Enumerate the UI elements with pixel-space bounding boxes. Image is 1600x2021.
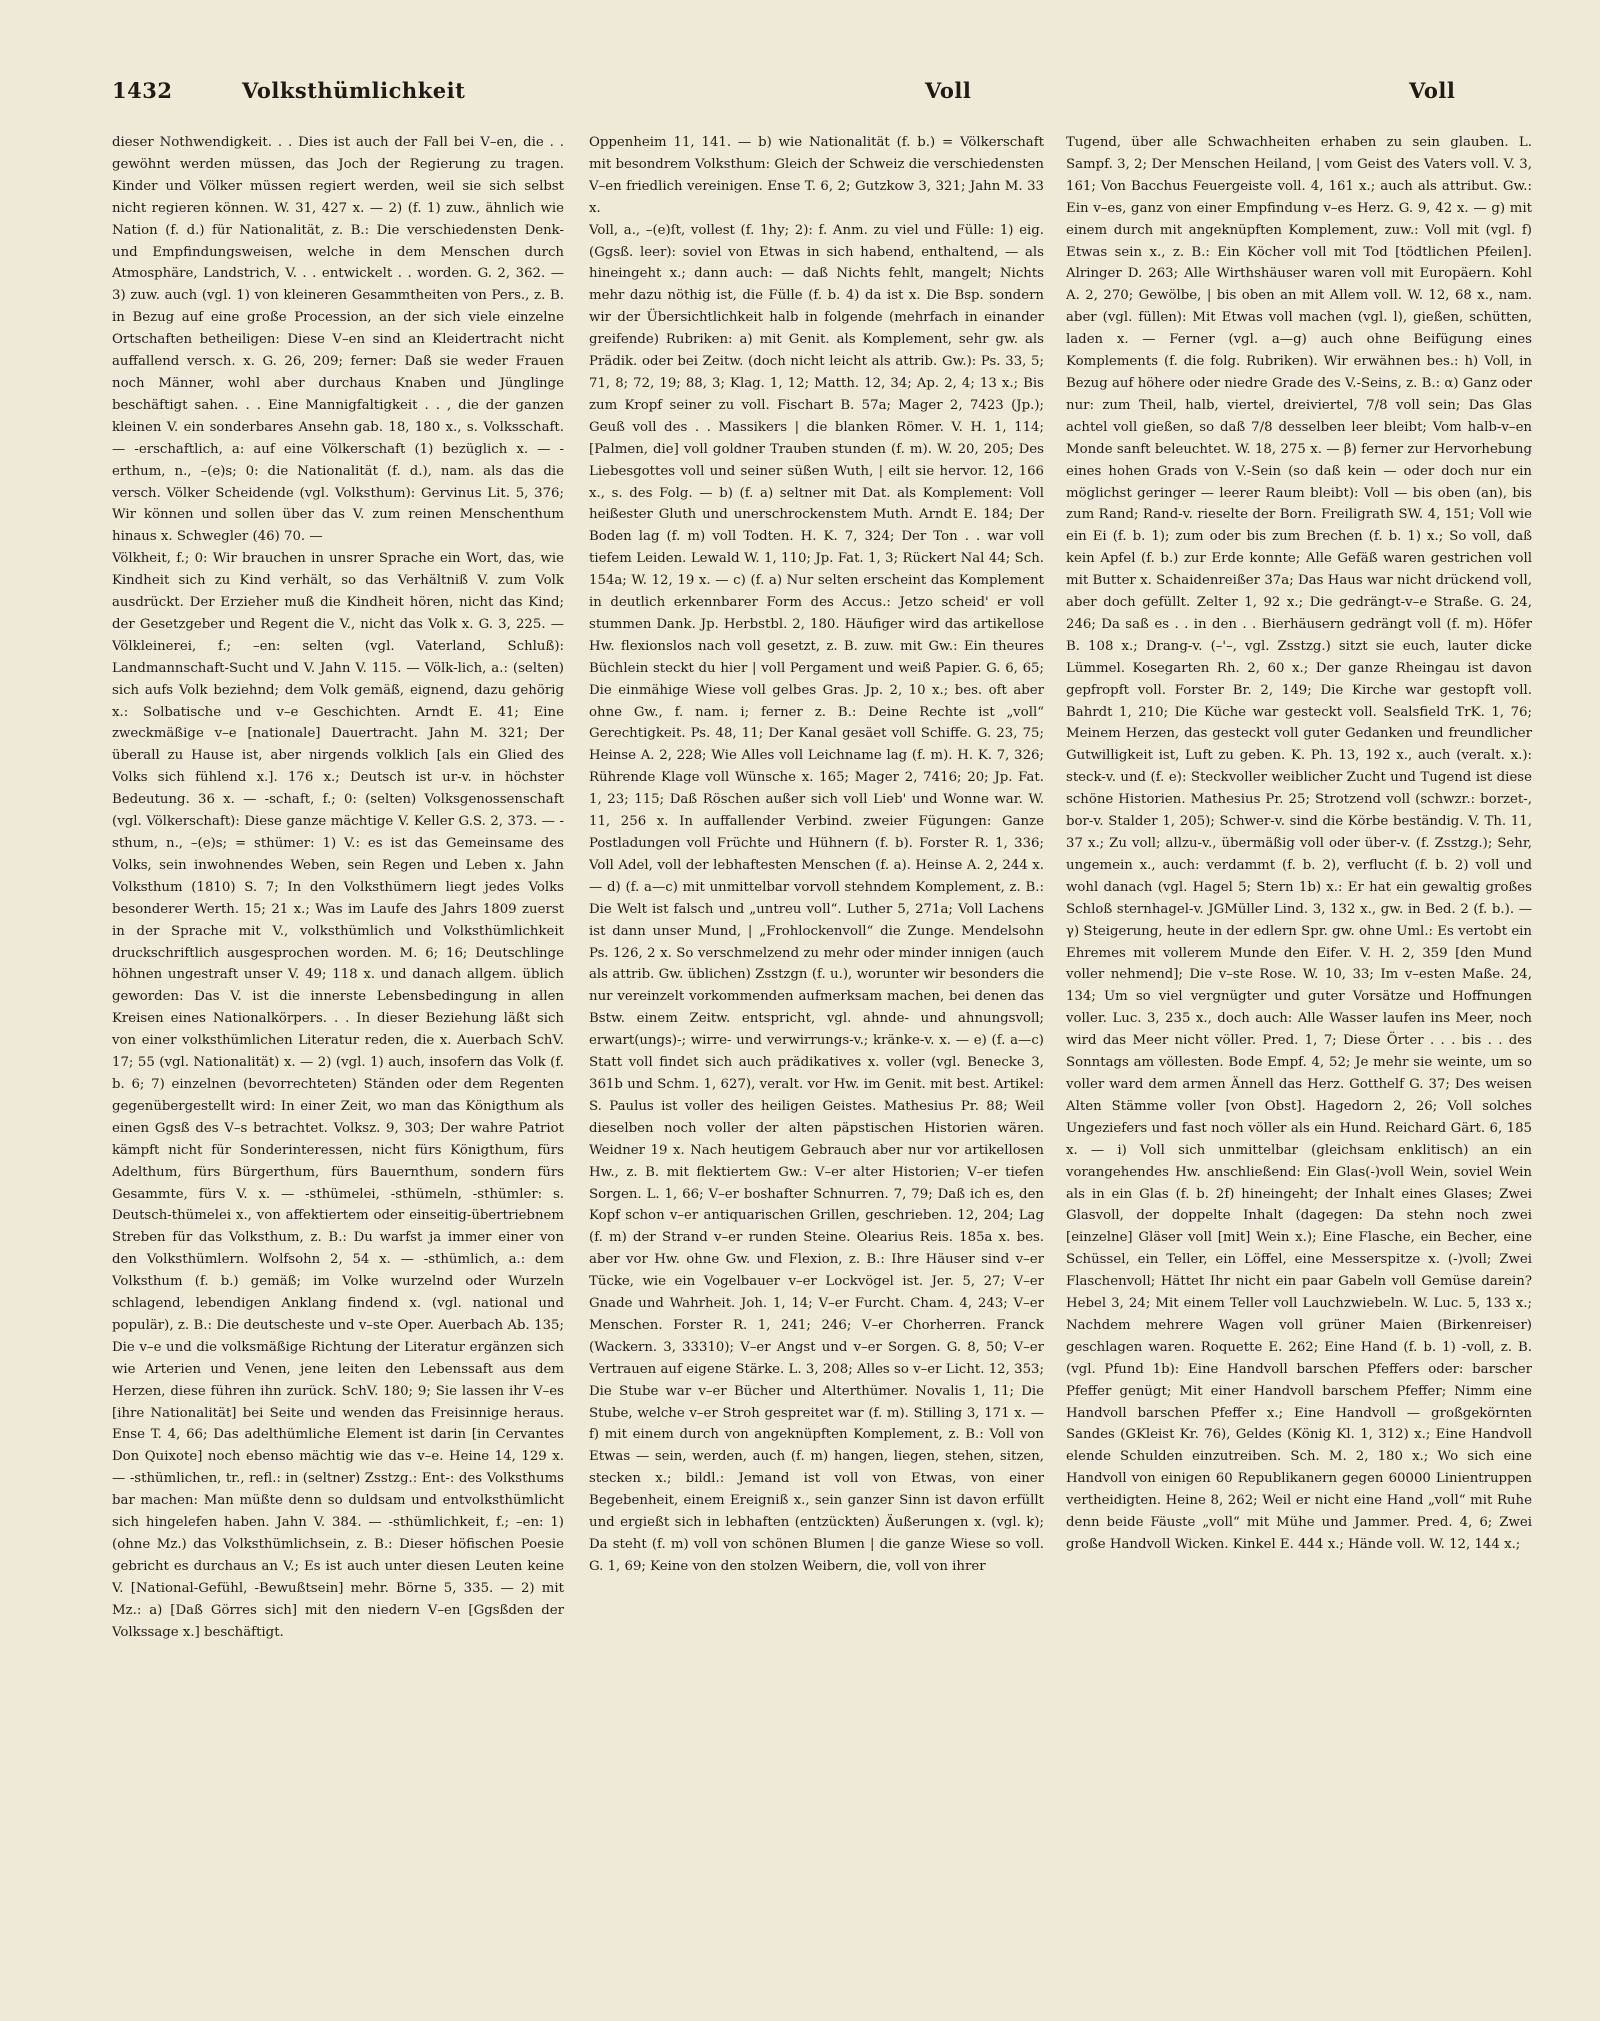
text-column-3: [1066, 132, 1532, 2002]
text-column-2: [589, 132, 1044, 2002]
entry-paragraph: Voll, a., –(e)ſt, vollest (f. 1hy; 2): f. Anm. zu viel und Fülle: 1) eig. (Ggsß. leer): soviel von Etwas in sich habend, enthaltend, — als hineingeht x.; dann auch: — daß Nichts fehlt, mangelt; Nichts mehr dazu nöthig ist, die Fülle (f. b. 4) da ist x. Die Bsp. sondern wir der Übersichtlichkeit halb in folgende (mehrfach in einander greifende) Rubriken: a) mit Genit. als Komplement, sehr gw. als Prädik. oder bei Zeitw. (doch nicht leicht als attrib. Gw.): Ps. 33, 5; 71, 8; 72, 19; 88, 3; Klag. 1, 12; Matth. 12, 34; Ap. 2, 4; 13 x.; Bis zum Kropf seiner zu voll. Fischart B. 57a; Mager 2, 7423 (Jp.); Geuß voll des . . Massikers | die blanken Römer. V. H. 1, 114; [Palmen, die] voll goldner Trauben stunden (f. m). W. 20, 205; Des Liebesgottes voll und seiner süßen Wuth, | eilt sie hervor. 12, 166 x., s. des Folg. — b) (f. a) seltner mit Dat. als Komplement: Voll heißester Gluth und unerschrockenstem Muth. Arndt E. 184; Der Boden lag (f. m) voll Todten. H. K. 7, 324; Der Ton . . war voll tiefem Leiden. Lewald W. 1, 110; Jp. Fat. 1, 3; Rückert Nal 44; Sch. 154a; W. 12, 19 x. — c) (f. a) Nur selten erscheint das Komplement in deutlich erkennbarer Form des Accus.: Jetzo scheid' er voll stummen Dank. Jp. Herbstbl. 2, 180. Häufiger wird das artikellose Hw. flexionslos nach voll gesetzt, z. B. zuw. mit Gw.: Ein theures Büchlein steckt du hier | voll Pergament und weiß Papier. G. 6, 65; Die einmähige Wiese voll gelbes Gras. Jp. 2, 10 x.; bes. oft aber ohne Gw., f. nam. i; ferner z. B.: Deine Rechte ist „voll“ Gerechtigkeit. Ps. 48, 11; Der Kanal gesäet voll Schiffe. G. 23, 75; Heinse A. 2, 228; Wie Alles voll Leichname lag (f. m). H. K. 7, 326; Rührende Klage voll Wünsche x. 165; Mager 2, 7416; 20; Jp. Fat. 1, 23; 115; Daß Röschen außer sich voll Lieb' und Wonne war. W. 11, 256 x. In auffallender Verbind. zweier Fügungen: Ganze Postladungen voll Früchte und Hühnern (f. b). Forster R. 1, 336; Voll Adel, voll der lebhaftesten Menschen (f. a). Heinse A. 2, 244 x. — d) (f. a—c) mit unmittelbar vorvoll stehndem Komplement, z. B.: Die Welt ist falsch und „untreu voll“. Luther 5, 271a; Voll Lachens ist dann unser Mund, | „Frohlockenvoll“ die Zunge. Mendelsohn Ps. 126, 2 x. So verschmelzend zu mehr oder minder innigen (auch als attrib. Gw. üblichen) Zsstzgn (f. u.), worunter wir besonders die nur vereinzelt vorkommenden aufmerksam machen, bei denen das Bstw. einem Zeitw. entspricht, vgl. ahnde- und ahnungsvoll; erwart(ungs)-; wirre- und verwirrungs-v.; kränke-v. x. — e) (f. a—c) Statt voll findet sich auch prädikatives x. voller (vgl. Benecke 3, 361b und Schm. 1, 627), veralt. vor Hw. im Genit. mit best. Artikel: S. Paulus ist voller des heiligen Geistes. Mathesius Pr. 88; Weil dieselben noch voller der alten päpstischen Historien wären. Weidner 19 x. Nach heutigem Gebrauch aber nur vor artikellosen Hw., z. B. mit flektiertem Gw.: V–er alter Historien; V–er tiefen Sorgen. L. 1, 66; V–er boshafter Schnurren. 7, 79; Daß ich es, den Kopf schon v–er antiquarischen Grillen, geschrieben. 12, 204; Lag (f. m) der Strand v–er runden Steine. Olearius Reis. 185a x. bes. aber vor Hw. ohne Gw. und Flexion, z. B.: Ihre Häuser sind v–er Tücke, wie ein Vogelbauer v–er Lockvögel ist. Jer. 5, 27; V–er Gnade und Wahrheit. Joh. 1, 14; V–er Furcht. Cham. 4, 243; V–er Menschen. Forster R. 1, 241; 246; V–er Chorherren. Franck (Wackern. 3, 33310); V–er Angst und v–er Sorgen. G. 8, 50; V–er Vertrauen auf eigene Stärke. L. 3, 208; Alles so v–er Licht. 12, 353; Die Stube war v–er Bücher und Alterthümer. Novalis 1, 11; Die Stube, welche v–er Stroh gespreitet war (f. m). Stilling 3, 171 x. — f) mit einem durch von angeknüpften Komplement, z. B.: Voll von Etwas — sein, werden, auch (f. m) hangen, liegen, stehen, sitzen, stecken x.; bildl.: Jemand ist voll von Etwas, von einer Begebenheit, einem Ereigniß x., sein ganzer Sinn ist davon erfüllt und ergießt sich in lebhaften (entzückten) Äußerungen x. (vgl. k); Da steht (f. m) voll von schönen Blumen | die ganze Wiese so voll. G. 1, 69; Keine von den stolzen Weibern, die, voll von ihrer: [589, 222, 1044, 1574]
header-left-word: Volksthümlichkeit: [242, 78, 466, 103]
entry-paragraph: dieser Nothwendigkeit. . . Dies ist auch der Fall bei V–en, die . . gewöhnt werden müssen, das Joch der Regierung zu tragen. Kinder und Völker müssen regiert werden, weil sie sich selbst nicht regieren können. W. 31, 427 x. — 2) (f. 1) zuw., ähnlich wie Nation (f. d.) für Nationalität, z. B.: Die verschiedensten Denk- und Empfindungsweisen, welche in dem Menschen durch Atmosphäre, Landstrich, V. . . entwickelt . . worden. G. 2, 362. — 3) zuw. auch (vgl. 1) von kleineren Gesammtheiten von Pers., z. B. in Bezug auf eine große Procession, an der sich viele einzelne Ortschaften betheiligen: Diese V–en sind an Kleidertracht nicht auffallend versch. x. G. 26, 209; ferner: Daß sie weder Frauen noch Männer, wohl aber durchaus Knaben und Jünglinge beschäftigt sahen. . . Eine Mannigfaltigkeit . . , die der ganzen kleinen V. ein sonderbares Ansehn gab. 18, 180 x., s. Volksschaft. — -erschaftlich, a: auf eine Völkerschaft (1) bezüglich x. — -erthum, n., –(e)s; 0: die Nationalität (f. d.), nam. als das die versch. Völker Scheidende (vgl. Volksthum): Gervinus Lit. 5, 376; Wir können und sollen über das V. zum reinen Menschenthum hinaus x. Schwegler (46) 70. —: [112, 135, 564, 545]
header-center-word: Voll: [925, 78, 972, 103]
entry-paragraph: Tugend, über alle Schwachheiten erhaben zu sein glauben. L. Sampf. 3, 2; Der Menschen Heiland, | vom Geist des Vaters voll. V. 3, 161; Von Bacchus Feuergeiste voll. 4, 161 x.; auch als attribut. Gw.: Ein v–es, ganz von einer Empfindung v–es Herz. G. 9, 42 x. — g) mit einem durch mit angeknüpften Komplement, zuw.: Voll mit (vgl. f) Etwas sein x., z. B.: Ein Köcher voll mit Tod [tödtlichen Pfeilen]. Alringer D. 263; Alle Wirthshäuser waren voll mit Europäern. Kohl A. 2, 270; Gewölbe, | bis oben an mit Allem voll. W. 12, 68 x., nam. aber (vgl. füllen): Mit Etwas voll machen (vgl. l), gießen, schütten, laden x. — Ferner (vgl. a—g) auch ohne Beifügung eines Komplements (f. die folg. Rubriken). Wir erwähnen bes.: h) Voll, in Bezug auf höhere oder niedre Grade des V.-Seins, z. B.: α) Ganz oder nur: zum Theil, halb, viertel, dreiviertel, 7/8 voll sein; Das Glas achtel voll gießen, so daß 7/8 desselben leer bleibt; Vom halb-v–en Monde sanft beleuchtet. W. 18, 275 x. — β) ferner zur Hervorhebung eines hohen Grads von V.-Sein (so daß kein — oder doch nur ein möglichst geringer — leerer Raum bleibt): Voll — bis oben (an), bis zum Rand; Rand-v. rieselte der Born. Freiligrath SW. 4, 151; Voll wie ein Ei (f. b. 1); zum oder bis zum Brechen (f. b. 1) x.; So voll, daß kein Apfel (f. b.) zur Erde konnte; Alle Gefäß waren gestrichen voll mit Butter x. Schaidenreißer 37a; Das Haus war nicht drückend voll, aber doch gefüllt. Zelter 1, 92 x.; Die gedrängt-v–e Straße. G. 24, 246; Da saß es . . in den . . Bierhäusern gedrängt voll (f. m). Höfer B. 108 x.; Drang-v. (–'–, vgl. Zsstzg.) sitzt sie euch, lauter dicke Lümmel. Kosegarten Rh. 2, 60 x.; Der ganze Rheingau ist davon gepfropft voll. Forster Br. 2, 149; Die Kirche war gestopft voll. Bahrdt 1, 210; Die Küche war gesteckt voll. Sealsfield TrK. 1, 76; Meinem Herzen, das gesteckt voll guter Gedanken und freundlicher Gutwilligkeit ist, Luft zu geben. K. Ph. 13, 192 x., auch (veralt. x.): steck-v. und (f. e): Steckvoller weiblicher Zucht und Tugend ist diese schöne Historien. Mathesius Pr. 25; Strotzend voll (schwzr.: borzet-, bor-v. Stalder 1, 205); Schwer-v. sind die Körbe beständig. V. Th. 11, 37 x.; Zu voll; allzu-v., übermäßig voll oder über-v. (f. Zsstzg.); Sehr, ungemein x., auch: verdammt (f. b. 2), verflucht (f. b. 2) voll und wohl danach (vgl. Hagel 5; Stern 1b) x.: Er hat ein gewaltig großes Schloß sternhagel-v. JGMüller Lind. 3, 132 x., gw. in Bed. 2 (f. b.). — γ) Steigerung, heute in der edlern Spr. gw. ohne Uml.: Es vertobt ein Ehremes mit vollerem Munde den Eifer. V. H. 2, 359 [den Mund voller nehmend]; Die v–ste Rose. W. 10, 33; Im v–esten Maße. 24, 134; Um so viel vergnügter und guter Vorsätze und Hoffnungen voller. Luc. 3, 235 x., doch auch: Alle Wasser laufen ins Meer, noch wird das Meer nicht völler. Pred. 1, 7; Diese Örter . . . bis . . des Sonntags am völlesten. Bode Empf. 4, 52; Je mehr sie weinte, um so voller ward dem armen Ännell das Herz. Gotthelf G. 37; Des weisen Alten Stämme voller [von Obst]. Hagedorn 2, 26; Voll solches Ungeziefers und fast noch völler als ein Hund. Reichard Gärt. 6, 185 x. — i) Voll sich unmittelbar (gleichsam enklitisch) an ein vorangehendes Hw. anschließend: Ein Glas(-)voll Wein, soviel Wein als in ein Glas (f. b. 2f) hineingeht; der Inhalt eines Glases; Zwei Glasvoll, der doppelte Inhalt (dagegen: Da stehn noch zwei [einzelne] Gläser voll [mit] Wein x.); Eine Flasche, ein Becher, eine Schüssel, ein Teller, ein Löffel, eine Messerspitze x. (-)voll; Zwei Flaschenvoll; Hättet Ihr nicht ein paar Gabeln voll Gemüse darein? Hebel 3, 24; Mit einem Teller voll Lauchzwiebeln. W. Luc. 5, 133 x.; Nachdem mehrere Wagen voll grüner Maien (Birkenreiser) geschlagen waren. Roquette E. 262; Eine Hand (f. b. 1) -voll, z. B. (vgl. Pfund 1b): Eine Handvoll barschen Pfeffers oder: barscher Pfeffer genügt; Mit einer Handvoll barschem Pfeffer; Nimm eine Handvoll barschen Pfeffer x.; Eine Handvoll — großgekörnten Sandes (GKleist Kr. 76), Geldes (König Kl. 1, 312) x.; Eine Handvoll elende Schulden einzutreiben. Sch. M. 2, 180 x.; Wo sich eine Handvoll von einigen 60 Republikanern gegen 60000 Linientruppen vertheidigten. Heine 8, 262; Weil er nicht eine Hand „voll“ mit Ruhe denn beide Fäuste „voll“ mit Mühe und Jammer. Pred. 4, 6; Zwei große Handvoll Wicken. Kinkel E. 444 x.; Hände voll. W. 12, 144 x.;: [1066, 135, 1532, 1552]
text-column-1: [112, 132, 564, 2002]
header-right-word: Voll: [1409, 78, 1456, 103]
page-number: 1432: [112, 78, 173, 103]
page-header: [112, 78, 1540, 118]
entry-paragraph: Völkheit, f.; 0: Wir brauchen in unsrer Sprache ein Wort, das, wie Kindheit sich zu Kind verhält, so das Verhältniß V. zum Volk ausdrückt. Der Erzieher muß die Kindheit hören, nicht das Kind; der Gesetzgeber und Regent die V., nicht das Volk x. G. 3, 225. — Völkleinerei, f.; –en: selten (vgl. Vaterland, Schluß): Landmannschaft-Sucht und V. Jahn V. 115. — Völk-lich, a.: (selten) sich aufs Volk beziehnd; dem Volk gemäß, eignend, dazu gehörig x.: Solbatische und v–e Geschichten. Arndt E. 41; Eine zweckmäßige v–e [nationale] Dauertracht. Jahn M. 321; Der überall zu Hause ist, aber nirgends volklich [als ein Glied des Volks sich fühlend x.]. 176 x.; Deutsch ist ur-v. in höchster Bedeutung. 36 x. — -schaft, f.; 0: (selten) Volksgenossenschaft (vgl. Völkerschaft): Diese ganze mächtige V. Keller G.S. 2, 373. — -sthum, n., –(e)s; = sthümer: 1) V.: es ist das Gemeinsame des Volks, sein inwohnendes Weben, sein Regen und Leben x. Jahn Volksthum (1810) S. 7; In den Volksthümern liegt jedes Volks besonderer Werth. 15; 21 x.; Was im Laufe des Jahrs 1809 zuerst in der Sprache mit V., volksthümlich und Volksthümlichkeit druckschriftlich ausgesprochen worden. M. 6; 16; Deutschlinge höhnen ungestraft unser V. 49; 118 x. und danach allgem. üblich geworden: Das V. ist die innerste Lebensbedingung in allen Kreisen eines Nationalkörpers. . . In dieser Beziehung läßt sich von einer volksthümlichen Literatur reden, die x. Auerbach SchV. 17; 55 (vgl. Nationalität) x. — 2) (vgl. 1) auch, insofern das Volk (f. b. 6; 7) einzelnen (bevorrechteten) Ständen oder dem Regenten gegenübergestellt wird: In einer Zeit, wo man das Königthum als einen Ggsß des V–s betrachtet. Volksz. 9, 303; Der wahre Patriot kämpft nicht für Sonderinteressen, nicht fürs Königthum, fürs Adelthum, fürs Bürgerthum, fürs Bauernthum, sondern fürs Gesammte, fürs V. x. — -sthümelei, -sthümeln, -sthümler: s. Deutsch-thümelei x., von affektiertem oder einseitig-übertriebnem Streben für das Volksthum, z. B.: Du warfst ja immer einer von den Volksthümlern. Wolfsohn 2, 54 x. — -sthümlich, a.: dem Volksthum (f. b.) gemäß; im Volke wurzelnd oder Wurzeln schlagend, lebendigen Anklang findend x. (vgl. national und populär), z. B.: Die deutscheste und v–ste Oper. Auerbach Ab. 135; Die v–e und die volksmäßige Richtung der Literatur ergänzen sich wie Arterien und Venen, jene leiten den Lebenssaft aus dem Herzen, diese führen ihn zurück. SchV. 180; 9; Sie lassen ihr V–es [ihre Nationalität] bei Seite und wenden das Freisinnige heraus. Ense T. 4, 66; Das adelthümliche Element ist darin [in Cervantes Don Quixote] noch ebenso mächtig wie das v–e. Heine 14, 129 x. — -sthümlichen, tr., refl.: in (seltner) Zsstzg.: Ent-: des Volksthums bar machen: Man müßte denn so duldsam und entvolksthümlicht sich hingelefen haben. Jahn V. 384. — -sthümlichkeit, f.; –en: 1) (ohne Mz.) das Volksthümlichsein, z. B.: Dieser höfischen Poesie gebricht es durchaus an V.; Es ist auch unter diesen Leuten keine V. [National-Gefühl, -Bewußtsein] mehr. Börne 5, 335. — 2) mit Mz.: a) [Daß Görres sich] mit den niedern V–en [Ggsßden der Volkssage x.] beschäftigt.: [112, 551, 564, 1640]
entry-paragraph: Oppenheim 11, 141. — b) wie Nationalität (f. b.) = Völkerschaft mit besondrem Volksthum: Gleich der Schweiz die verschiedensten V–en friedlich vereinigen. Ense T. 6, 2; Gutzkow 3, 321; Jahn M. 33 x.: [589, 135, 1044, 216]
